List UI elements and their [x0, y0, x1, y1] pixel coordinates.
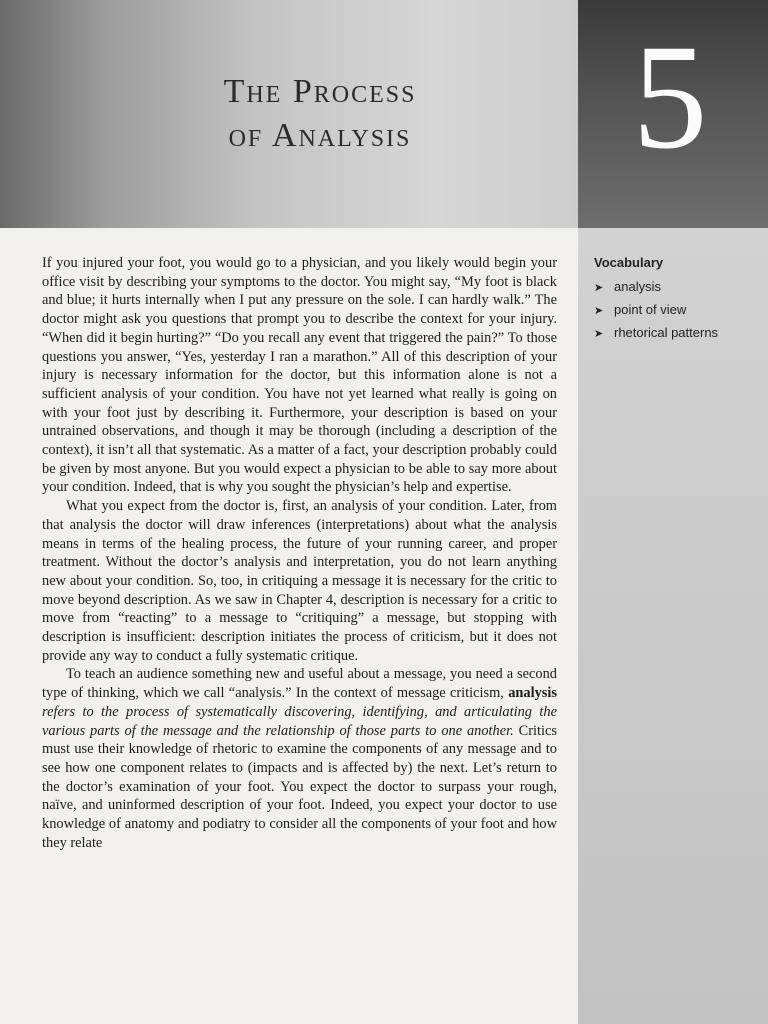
vocabulary-list: [594, 276, 718, 345]
analysis-term: analysis: [508, 685, 557, 702]
vocabulary-item-label: analysis: [614, 279, 661, 294]
analysis-definition: refers to the process of systematically discovering, identifying, and articulating the various parts of the message and the relationship of those parts to one another.: [42, 703, 557, 739]
vocabulary-item: [594, 276, 718, 299]
arrow-bullet-icon: ➤: [594, 305, 604, 317]
vocabulary-heading: Vocabulary: [594, 255, 664, 270]
chapter-title-line-2: of Analysis: [228, 117, 412, 154]
chapter-title-line-1: The Process: [223, 73, 417, 110]
paragraph-3: [42, 665, 557, 852]
body-text: [42, 254, 557, 853]
sidebar: [578, 228, 768, 1024]
paragraph-3-intro: To teach an audience something new and useful about a message, you need a second type of thinking, which we call “analysis.” In the context of message criticism,: [42, 666, 557, 702]
vocabulary-item: [594, 322, 718, 345]
paragraph-3-rest: Critics must use their knowledge of rhetoric to examine the components of any message and to see how one component relates to (impacts and is affected by) the next. Let’s return to the doctor’s examination of your foot. You expect the doctor to surpass your rough, naïve, and uninformed description of your foot. Indeed, you expect your doctor to use knowledge of anatomy and podiatry to consider all the components of your foot and how they relate: [42, 722, 557, 851]
paragraph-1: If you injured your foot, you would go to a physician, and you likely would begin your office visit by describing your symptoms to the doctor. You might say, “My foot is black and blue; it hurts internally when I put any pressure on the sole. I can hardly walk.” The doctor might ask you questions that prompt you to describe the context for your injury. “When did it begin hurting?” “Do you recall any event that triggered the pain?” To those questions you answer, “Yes, yesterday I ran a marathon.” All of this description of your injury is necessary information for the doctor, but this information alone is not a sufficient analysis of your condition. You have not yet learned what really is going on with your foot just by describing it. Furthermore, your description is based on your untrained observations, and though it may be thorough (including a description of the context), it isn’t all that systematic. As a matter of a fact, your description probably could be given by most anyone. But you would expect a physician to be able to say more about your condition. Indeed, that is why you sought the physician’s help and expertise.: [42, 255, 557, 496]
chapter-title: [140, 70, 500, 158]
vocabulary-item: [594, 299, 718, 322]
paragraph-2: What you expect from the doctor is, first, an analysis of your condition. Later, from that analysis the doctor will draw inferences (interpretations) about what the analysis means in terms of the healing process, the future of your running career, and proper treatment. Without the doctor’s analysis and interpretation, you do not learn anything new about your condition. So, too, in critiquing a message it is necessary for the critic to move beyond description. As we saw in Chapter 4, description is necessary for a critic to move from “reacting” to a message to “critiquing” a message, but stopping with description is insufficient: description initiates the process of criticism, but it does not provide any way to conduct a fully systematic critique.: [42, 498, 557, 664]
vocabulary-item-label: point of view: [614, 302, 687, 317]
vocabulary-item-label: rhetorical patterns: [614, 325, 719, 340]
chapter-number: 5: [632, 14, 708, 180]
arrow-bullet-icon: ➤: [594, 282, 604, 294]
arrow-bullet-icon: ➤: [594, 328, 604, 340]
